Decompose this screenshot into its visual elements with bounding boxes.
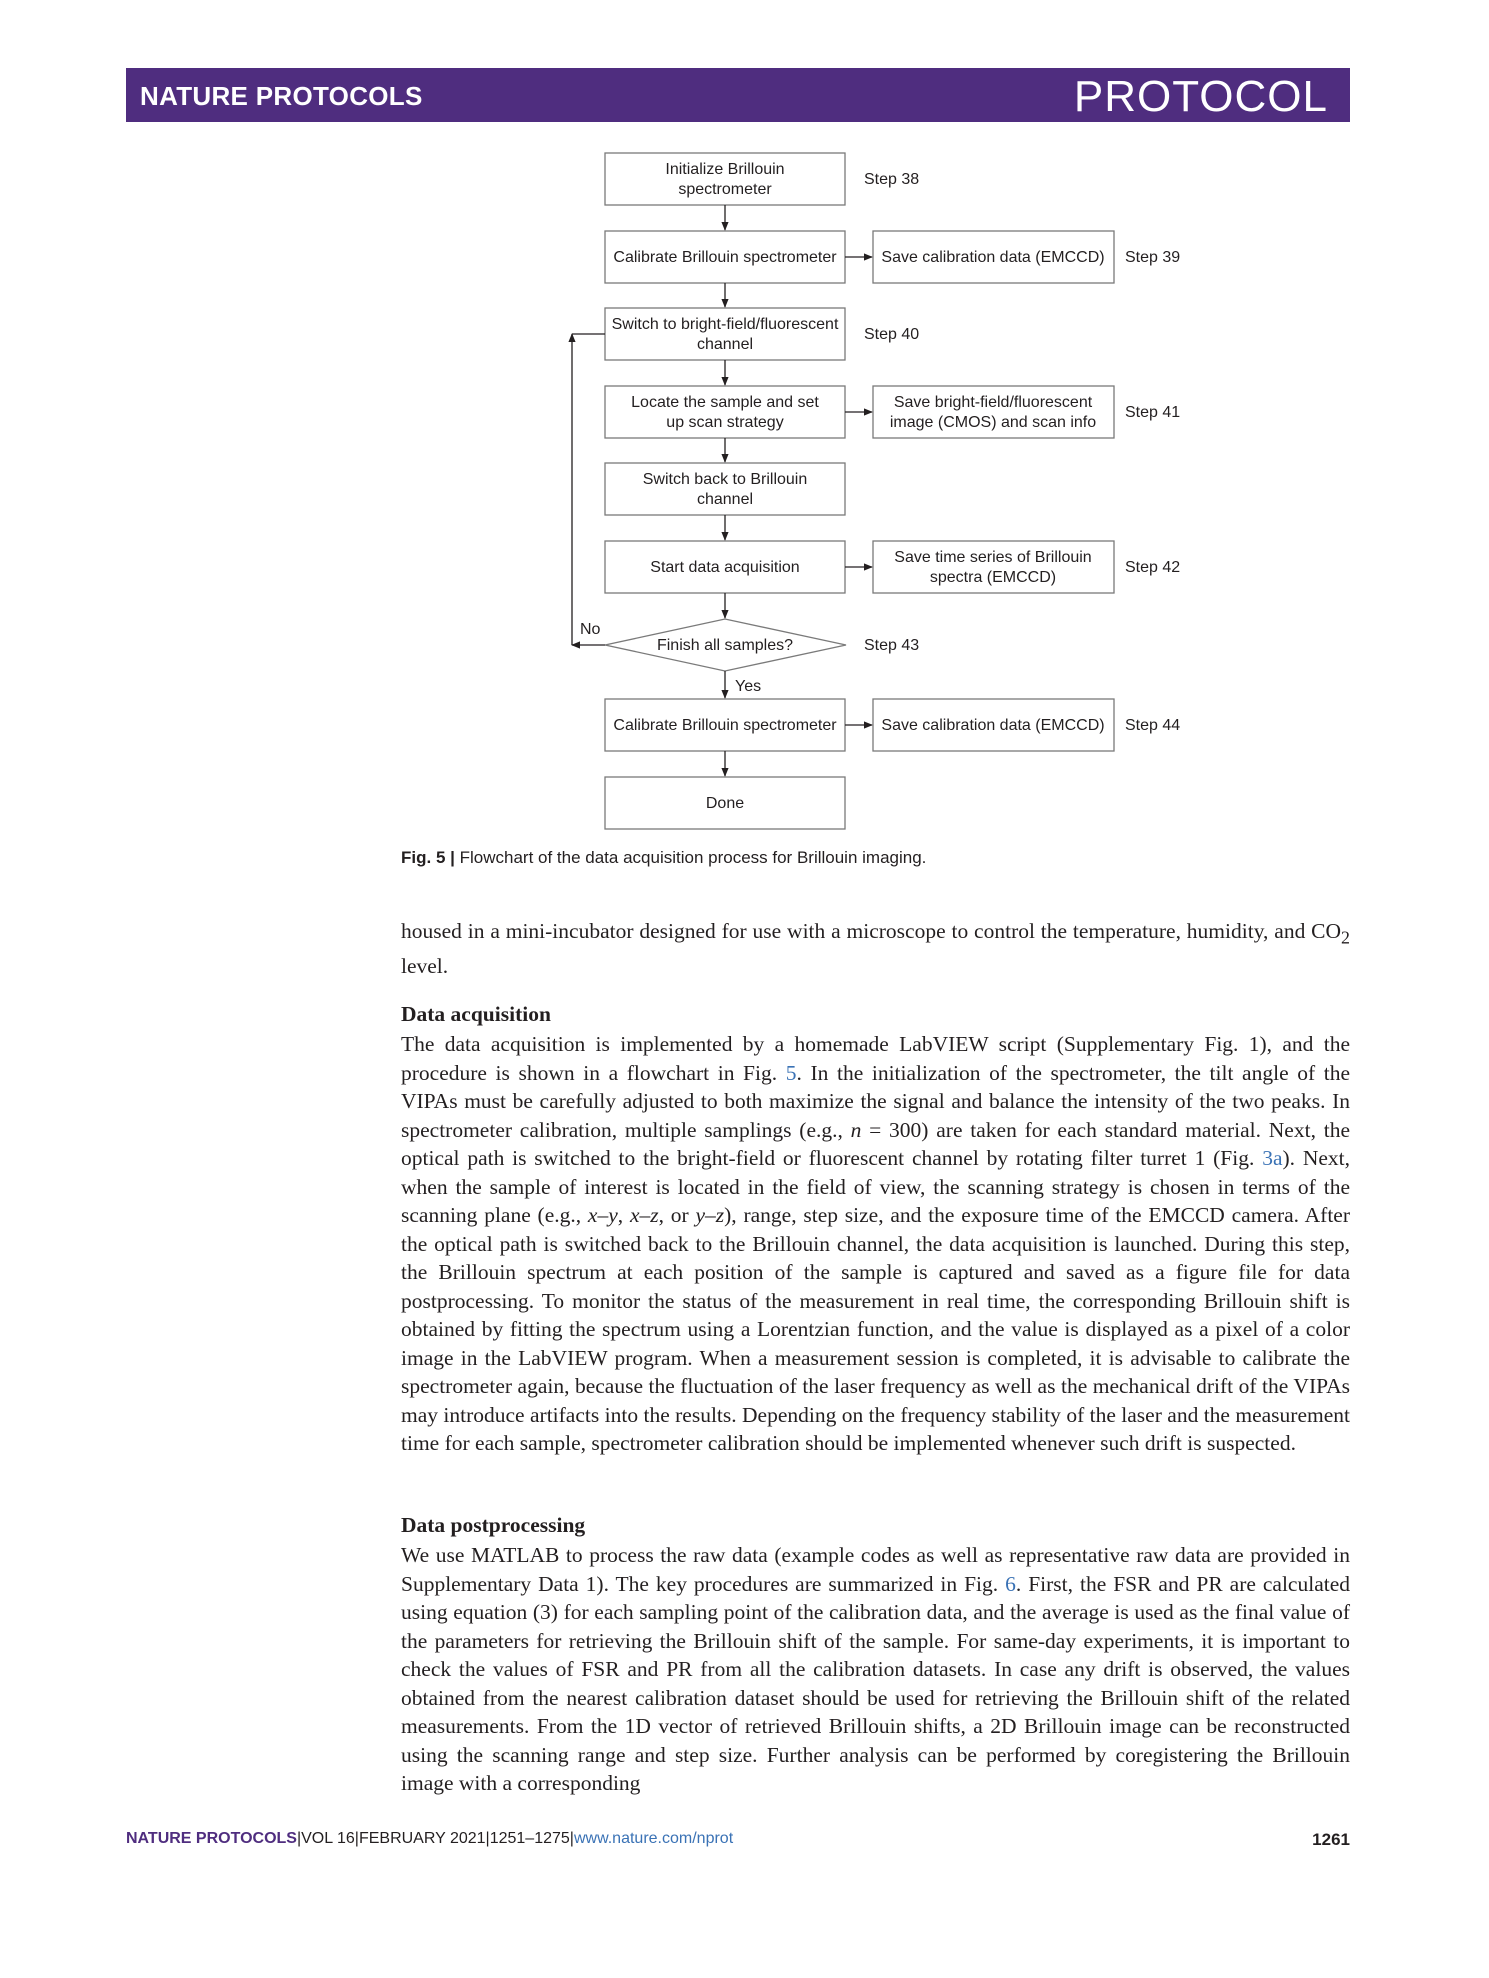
label-done: Done	[705, 795, 745, 812]
plane-yz: y–z	[695, 1203, 725, 1227]
post-text-1: We use MATLAB to process the raw data (example codes as well as representative raw data are provided in Supplementary Data 1). The key procedures are summarized in Fig.	[401, 1543, 1350, 1596]
fig-3a-link[interactable]: 3a	[1262, 1146, 1283, 1170]
step-39: Step 39	[1125, 249, 1181, 266]
label-calibrate-2: Calibrate Brillouin spectrometer	[613, 717, 837, 734]
label-save-ts-l2: spectra (EMCCD)	[929, 569, 1057, 586]
label-switch-back-l2: channel	[696, 491, 754, 508]
footer-sep-1: |	[296, 1830, 302, 1847]
step-40: Step 40	[864, 326, 920, 343]
label-locate-l2: up scan strategy	[666, 414, 784, 431]
label-switch-bf-l2: channel	[696, 336, 754, 353]
caption-label: Fig. 5 |	[401, 848, 455, 867]
post-text-2: . First, the FSR and PR are calculated using equation (3) for each sampling point of the calibration data, and the average is used as the final value of the parameters for retrieving the Brillouin shift of the sample. For same-day experiments, it is important to check the values of FSR and PR from all the calibration datasets. In case any drift is observed, the values obtained from the nearest calibration dataset should be used for retrieving the Brillouin shift of the related measurements. From the 1D vector of retrieved Brillouin shifts, a 2D Brillouin image can be reconstructed using the scanning range and step size. Further analysis can be performed by coregistering the Brillouin image with a corresponding	[401, 1571, 1351, 1795]
footer-journal: NATURE PROTOCOLS	[126, 1830, 297, 1847]
acq-text-4: ). Next, when the sample of interest is located in the field of view, the scanning strategy is chosen in terms of the scanning plane (e.g.,	[401, 1146, 1351, 1227]
label-decision: Finish all samples?	[656, 637, 794, 654]
paragraph-data-postprocessing	[401, 1541, 1350, 1798]
page-number: 1261	[1312, 1830, 1350, 1849]
footer-volume: VOL 16	[301, 1830, 355, 1847]
label-save-ts-l1: Save time series of Brillouin	[894, 549, 1092, 566]
label-no: No	[580, 621, 601, 638]
label-initialize-l1: Initialize Brillouin	[665, 161, 785, 178]
label-start-acquisition: Start data acquisition	[650, 559, 800, 576]
acq-text-2: . In the initialization of the spectrometer, the tilt angle of the VIPAs must be carefully adjusted to both maximize the signal and balance the intensity of the two peaks. In spectrometer calibration, multiple samplings (e.g.,	[401, 1060, 1351, 1142]
step-44: Step 44	[1125, 717, 1181, 734]
step-43: Step 43	[864, 637, 920, 654]
step-38: Step 38	[864, 171, 920, 188]
intro-text: housed in a mini-incubator designed for use with a microscope to control the temperature, humidity, and CO	[401, 919, 1342, 943]
footer-sep-2: |	[354, 1830, 359, 1847]
paragraph-data-acquisition	[401, 1030, 1350, 1458]
label-calibrate-1: Calibrate Brillouin spectrometer	[613, 249, 837, 266]
label-locate-l1: Locate the sample and set	[631, 394, 819, 411]
step-41: Step 41	[1125, 404, 1181, 421]
page-footer	[126, 1830, 733, 1848]
label-yes: Yes	[735, 678, 762, 695]
label-switch-bf-l1: Switch to bright-field/fluorescent	[611, 316, 839, 333]
fig-6-link[interactable]: 6	[1005, 1571, 1016, 1596]
acq-sep-1: ,	[617, 1203, 630, 1227]
label-save-bf-l1: Save bright-field/fluorescent	[893, 394, 1093, 411]
journal-name: NATURE PROTOCOLS	[140, 81, 423, 111]
label-save-calibration-1: Save calibration data (EMCCD)	[881, 249, 1105, 266]
intro-tail: level.	[401, 953, 449, 978]
caption-text: Flowchart of the data acquisition process for Brillouin imaging.	[459, 848, 927, 867]
label-save-bf-l2: image (CMOS) and scan info	[889, 414, 1097, 431]
acq-text-1: The data acquisition is implemented by a homemade LabVIEW script (Supplementary Fig. 1), and the procedure is shown in a flowchart in Fig.	[401, 1032, 1350, 1085]
acq-sep-2: , or	[658, 1203, 696, 1227]
label-initialize-l2: spectrometer	[678, 181, 772, 198]
heading-data-postprocessing: Data postprocessing	[401, 1513, 586, 1537]
fig-5-link[interactable]: 5	[785, 1060, 797, 1085]
plane-xy: x–y	[587, 1203, 618, 1227]
plane-xz: x–z	[629, 1203, 659, 1227]
article-type: PROTOCOL	[1073, 72, 1328, 121]
intro-subscript: 2	[1341, 927, 1350, 948]
label-save-calibration-2: Save calibration data (EMCCD)	[881, 717, 1105, 734]
label-switch-back-l1: Switch back to Brillouin	[642, 471, 808, 488]
paragraph-intro	[401, 917, 1350, 980]
acq-text-3: = 300) are taken for each standard material. Next, the optical path is switched to the bright-field or fluorescent channel by rotating filter turret 1 (Fig.	[401, 1117, 1350, 1170]
footer-pages: 1251–1275	[489, 1830, 570, 1847]
footer-sep-4: |	[569, 1830, 574, 1847]
step-42: Step 42	[1125, 559, 1181, 576]
footer-url-link[interactable]: www.nature.com/nprot	[573, 1830, 734, 1847]
figure-caption	[401, 848, 926, 868]
heading-data-acquisition: Data acquisition	[401, 1002, 551, 1026]
flowchart-figure	[0, 0, 1489, 880]
footer-sep-3: |	[485, 1830, 490, 1847]
acq-n-variable: n	[850, 1117, 862, 1142]
acq-text-5: ), range, step size, and the exposure time of the EMCCD camera. After the optical path is switched back to the Brillouin channel, the data acquisition is launched. During this step, the Brillouin spectrum at each position of the sample is captured and saved as a figure file for data postprocessing. To monitor the status of the measurement in real time, the corresponding Brillouin shift is obtained by fitting the spectrum using a Lorentzian function, and the value is displayed as a pixel of a color image in the LabVIEW program. When a measurement session is completed, it is advisable to calibrate the spectrometer again, because the fluctuation of the laser frequency as well as the mechanical drift of the VIPAs may introduce artifacts into the results. Depending on the frequency stability of the laser and the measurement time for each sample, spectrometer calibration should be implemented whenever such drift is suspected.	[401, 1203, 1351, 1455]
footer-date: FEBRUARY 2021	[358, 1830, 486, 1847]
